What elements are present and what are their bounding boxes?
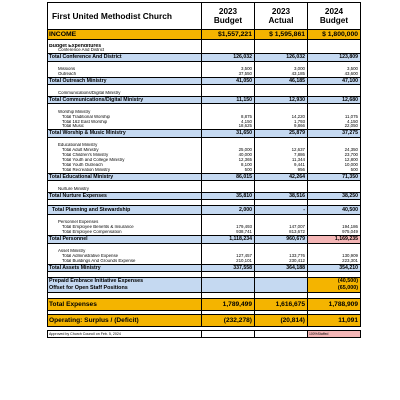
total-row: Total Nurture Expenses 35,810 38,516 38,250 <box>48 192 361 199</box>
worship-sub: Worship Ministry <box>48 110 202 115</box>
line-item: Total Administrative Expense 127,457 133,776 130,909 <box>48 254 361 259</box>
approval-note: Approved by Church Council on Feb. 5, 2024 <box>48 331 202 338</box>
line-item: Total Buildings And Grounds Expense 210,101 230,412 223,301 <box>48 259 361 264</box>
conference-sub: Conference And District <box>48 48 202 53</box>
line-item: Outreach 37,550 43,185 43,600 <box>48 72 361 77</box>
total-row: Total Educational Ministry 86,015 42,264 71,350 <box>48 173 361 180</box>
line-item: Total Music 18,625 9,866 22,050 <box>48 124 361 129</box>
line-item: Total Recreation Ministry 500 956 500 <box>48 168 361 173</box>
header-row <box>48 3 361 30</box>
total-row: Total Personnel 1,118,234 960,679 1,169,235 <box>48 236 361 243</box>
col-header-2023-budget: 2023 Budget <box>202 3 255 30</box>
personnel-sub: Personnel Expenses <box>48 220 202 225</box>
nurture-sub: Nurture Ministry <box>48 187 202 192</box>
prepaid-row: Prepaid Embrace Initiative Expenses (40,500) <box>48 278 361 286</box>
income-row <box>48 30 361 40</box>
line-item: Total Traditional Worship 8,875 14,220 11,075 <box>48 115 361 120</box>
budget-expenditures-heading: Budget Expenditures <box>48 44 202 49</box>
line-item: Total Adult Ministry 25,000 12,637 24,350 <box>48 148 361 153</box>
assets-sub: Asset Ministry <box>48 249 202 254</box>
total-row: Total Communications/Digital Ministry 11,150 12,930 12,680 <box>48 96 361 103</box>
personnel-2024-highlight: 1,169,235 <box>308 236 361 243</box>
planning-row: Total Planning and Stewardship 2,000 - 40,500 <box>48 205 361 214</box>
staffed-note: 100%Staffed <box>308 331 361 338</box>
income-b23: $1,557,221 <box>202 30 255 40</box>
line-item: Total 162 East Worship 4,150 1,793 4,150 <box>48 120 361 125</box>
total-row: Total Conference And District 126,032 126,032 123,809 <box>48 54 361 61</box>
total-row: Total Assets Ministry 337,558 364,188 354,210 <box>48 264 361 271</box>
budget-sheet <box>47 2 360 338</box>
income-b24: $ 1,800,000 <box>308 30 361 40</box>
line-item: Missions 3,500 3,000 3,500 <box>48 67 361 72</box>
page-title: First United Methodist Church <box>48 3 202 30</box>
income-a23: $ 1,595,861 <box>255 30 308 40</box>
footer-row <box>48 331 361 338</box>
offset-row: Offset for Open Staff Positions (65,000) <box>48 285 361 293</box>
income-label: INCOME <box>48 30 202 40</box>
total-expenses-row: Total Expenses 1,789,499 1,616,675 1,788,909 <box>48 299 361 311</box>
educational-sub: Educational Ministry <box>48 143 202 148</box>
col-header-2024-budget: 2024 Budget <box>308 3 361 30</box>
budget-table <box>47 2 361 338</box>
line-item: Total Employee Compensation 938,741 813,672 975,049 <box>48 230 361 235</box>
total-row: Total Outreach Ministry 41,050 46,185 47,100 <box>48 78 361 85</box>
line-item: Total Children's Ministry 40,000 7,886 23,700 <box>48 153 361 158</box>
communications-sub: Communications/Digital Ministry <box>48 91 202 96</box>
line-item: Total Youth and College Ministry 12,365 11,344 12,800 <box>48 158 361 163</box>
line-item: Total Youth Outreach 8,100 9,441 10,000 <box>48 163 361 168</box>
total-row: Total Worship & Music Ministry 31,650 25,879 37,275 <box>48 130 361 137</box>
operating-row: Operating: Surplus / (Deficit) (232,278) (20,814) 11,091 <box>48 315 361 327</box>
col-header-2023-actual: 2023 Actual <box>255 3 308 30</box>
line-item: Total Employee Benefits & Insurance 179,493 147,007 194,186 <box>48 225 361 230</box>
